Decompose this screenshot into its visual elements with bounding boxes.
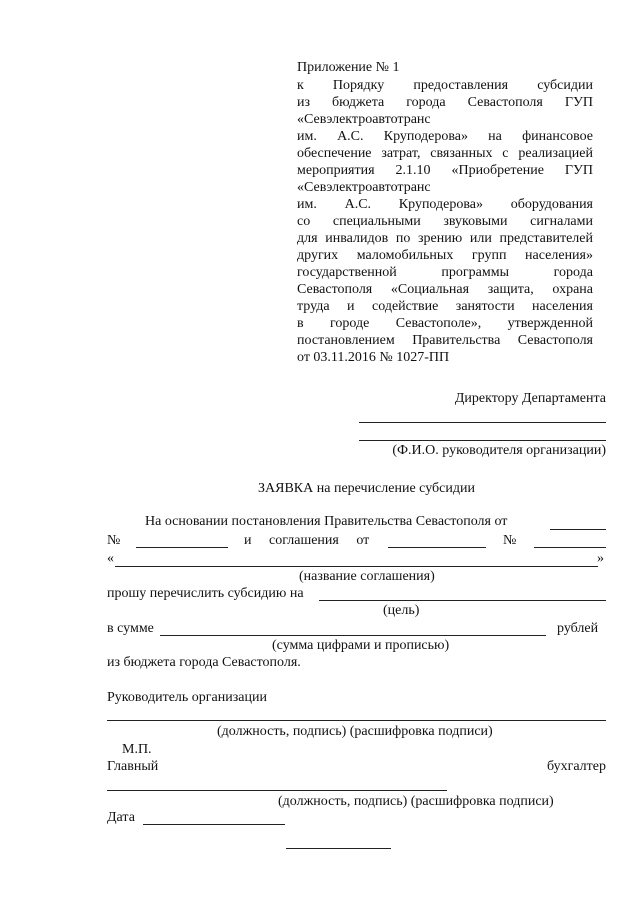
appendix-line: в городе Севастополе», утвержденной bbox=[297, 316, 593, 331]
chief-label: Главный bbox=[107, 759, 159, 774]
appendix-line: других маломобильных групп населения» bbox=[297, 248, 593, 263]
rubles-text: рублей bbox=[557, 621, 599, 636]
agreement-number-field[interactable] bbox=[534, 547, 606, 548]
accountant-label: бухгалтер bbox=[547, 759, 606, 774]
decree-number-field[interactable] bbox=[136, 547, 228, 548]
number-sign: № bbox=[503, 533, 517, 548]
chief-caption: (должность, подпись) (расшифровка подписи) bbox=[278, 794, 554, 809]
basis-text: На основании постановления Правительства Севастополя от bbox=[145, 514, 508, 529]
appendix-title: Приложение № 1 bbox=[297, 60, 400, 75]
appendix-line: государственной программы города bbox=[297, 265, 593, 280]
appendix-line: из бюджета города Севастополя ГУП bbox=[297, 95, 593, 110]
appendix-line: «Севэлектроавтотранс bbox=[297, 180, 431, 195]
date-field[interactable] bbox=[550, 529, 606, 530]
appendix-line: обеспечение затрат, связанных с реализацией bbox=[297, 146, 593, 161]
appendix-line: для инвалидов по зрению или представителей bbox=[297, 231, 593, 246]
request-text: прошу перечислить субсидию на bbox=[107, 586, 304, 601]
amount-text: в сумме bbox=[107, 621, 154, 636]
appendix-line: от 03.11.2016 № 1027-ПП bbox=[297, 350, 450, 365]
appendix-line: Севастополя «Социальная защита, охрана bbox=[297, 282, 593, 297]
date-signature-field[interactable] bbox=[143, 824, 285, 825]
form-title: ЗАЯВКА на перечисление субсидии bbox=[258, 481, 475, 496]
appendix-line: труда и содействие занятости населения bbox=[297, 299, 593, 314]
head-signature-field[interactable] bbox=[107, 720, 606, 721]
appendix-line: им. А.С. Круподерова» на финансовое bbox=[297, 129, 593, 144]
amount-field[interactable] bbox=[160, 635, 546, 636]
stamp-label: М.П. bbox=[122, 742, 152, 757]
budget-text: из бюджета города Севастополя. bbox=[107, 655, 301, 670]
number-sign: № bbox=[107, 533, 121, 548]
fio-caption: (Ф.И.О. руководителя организации) bbox=[392, 443, 606, 458]
appendix-line: «Севэлектроавтотранс bbox=[297, 112, 431, 127]
date-label: Дата bbox=[107, 810, 135, 825]
head-caption: (должность, подпись) (расшифровка подписи) bbox=[217, 724, 493, 739]
appendix-line: к Порядку предоставления субсидии bbox=[297, 78, 593, 93]
addressee-line[interactable] bbox=[359, 422, 606, 423]
agreement-caption: (название соглашения) bbox=[299, 569, 435, 584]
purpose-caption: (цель) bbox=[383, 603, 420, 618]
appendix-line: со специальными звуковыми сигналами bbox=[297, 214, 593, 229]
amount-caption: (сумма цифрами и прописью) bbox=[272, 638, 450, 653]
appendix-line: им. А.С. Круподерова» оборудования bbox=[297, 197, 593, 212]
addressee-line[interactable] bbox=[359, 440, 606, 441]
addressee-to: Директору Департамента bbox=[454, 391, 606, 406]
agreement-text: и соглашения от bbox=[244, 533, 370, 548]
appendix-line: мероприятия 2.1.10 «Приобретение ГУП bbox=[297, 163, 593, 178]
agreement-name-field[interactable] bbox=[115, 566, 598, 567]
agreement-date-field[interactable] bbox=[388, 547, 486, 548]
closing-rule bbox=[286, 848, 391, 849]
purpose-field[interactable] bbox=[319, 600, 606, 601]
head-label: Руководитель организации bbox=[107, 690, 267, 705]
quote-close: » bbox=[597, 551, 604, 566]
quote-open: « bbox=[107, 551, 114, 566]
appendix-line: постановлением Правительства Севастополя bbox=[297, 333, 593, 348]
chief-signature-field[interactable] bbox=[107, 790, 447, 791]
